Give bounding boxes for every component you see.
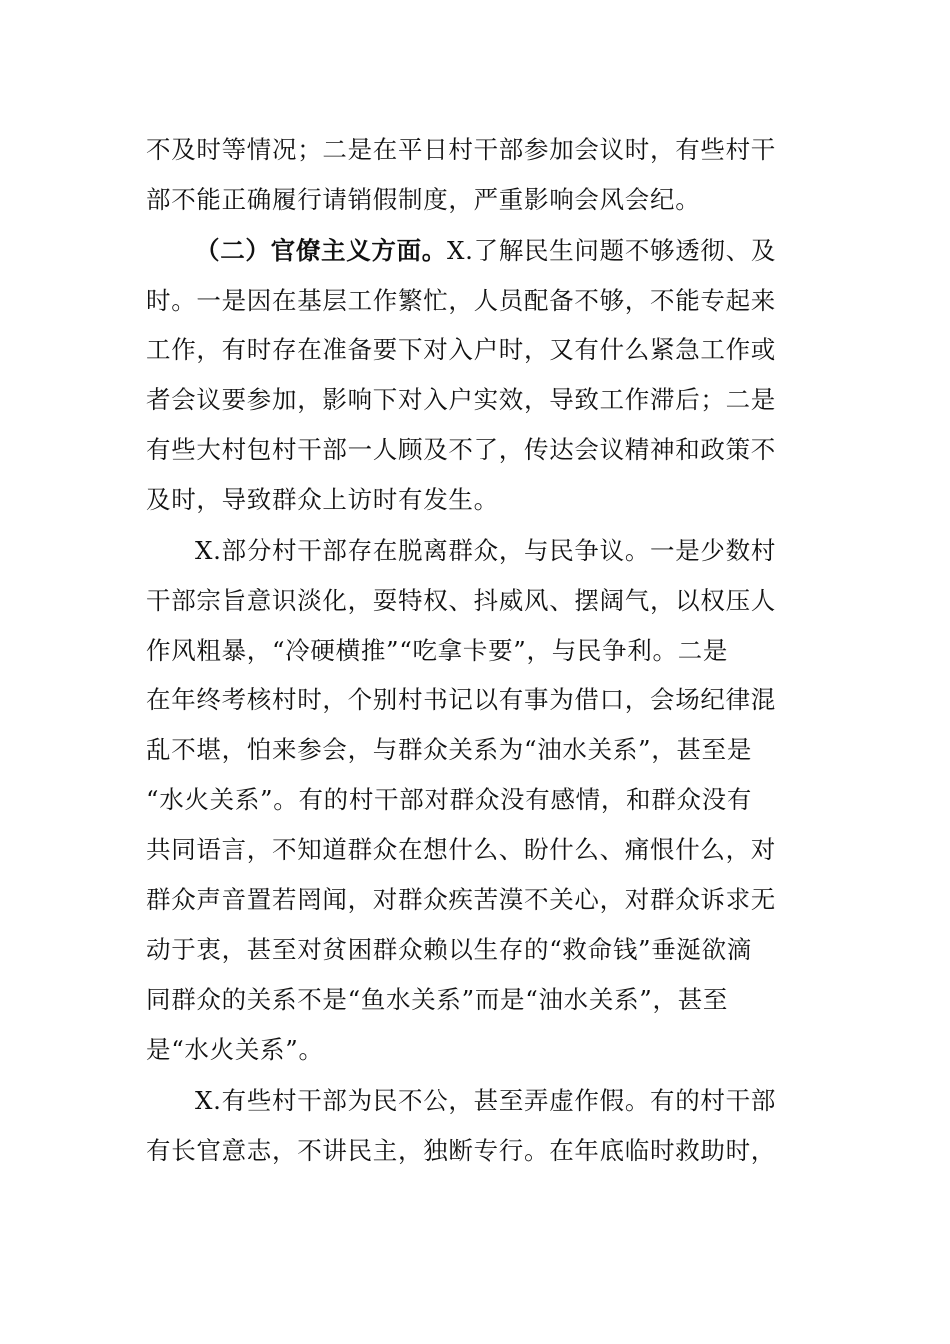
body-text-line: 共同语言，不知道群众在想什么、盼什么、痛恨什么，对 <box>146 835 776 864</box>
body-text-line: 者会议要参加，影响下对入户实效，导致工作滞后；二是 <box>146 385 776 414</box>
body-text-line: “水火关系”。有的村干部对群众没有感情，和群众没有 <box>146 785 753 814</box>
section-heading-line <box>195 231 812 271</box>
body-text-line: 有长官意志，不讲民主，独断专行。在年底临时救助时， <box>146 1136 776 1165</box>
body-text-line: 乱不堪，怕来参会，与群众关系为“油水关系”，甚至是 <box>146 735 753 764</box>
body-text-line: 干部宗旨意识淡化，耍特权、抖威风、摆阔气，以权压人 <box>146 586 776 615</box>
body-text-line: 时。一是因在基层工作繁忙，人员配备不够，不能专起来 <box>146 286 776 315</box>
body-text-line: 有些大村包村干部一人顾及不了，传达会议精神和政策不 <box>146 435 776 464</box>
body-text-line: 群众声音置若罔闻，对群众疾苦漠不关心，对群众诉求无 <box>146 885 776 914</box>
paragraph-start-line: X.部分村干部存在脱离群众，与民争议。一是少数村 <box>195 536 777 565</box>
body-text: X.了解民生问题不够透彻、及 <box>447 236 777 265</box>
body-text-line: 作风粗暴，“冷硬横推”“吃拿卡要”，与民争利。二是 <box>146 636 729 665</box>
body-text-line: 动于衷，甚至对贫困群众赖以生存的“救命钱”垂涎欲滴 <box>146 935 753 964</box>
body-text-line: 部不能正确履行请销假制度，严重影响会风会纪。 <box>146 185 701 214</box>
body-text-line: 及时，导致群众上访时有发生。 <box>146 485 499 514</box>
body-text-line: 是“水火关系”。 <box>146 1035 324 1064</box>
body-text-line: 工作，有时存在准备要下对入户时，又有什么紧急工作或 <box>146 335 776 364</box>
section-heading: （二）官僚主义方面。 <box>195 236 447 265</box>
body-text-line: 同群众的关系不是“鱼水关系”而是“油水关系”，甚至 <box>146 985 729 1014</box>
body-text-line: 在年终考核村时，个别村书记以有事为借口，会场纪律混 <box>146 685 776 714</box>
body-text-line: 不及时等情况；二是在平日村干部参加会议时，有些村干 <box>146 135 776 164</box>
paragraph-start-line: X.有些村干部为民不公，甚至弄虚作假。有的村干部 <box>195 1086 777 1115</box>
